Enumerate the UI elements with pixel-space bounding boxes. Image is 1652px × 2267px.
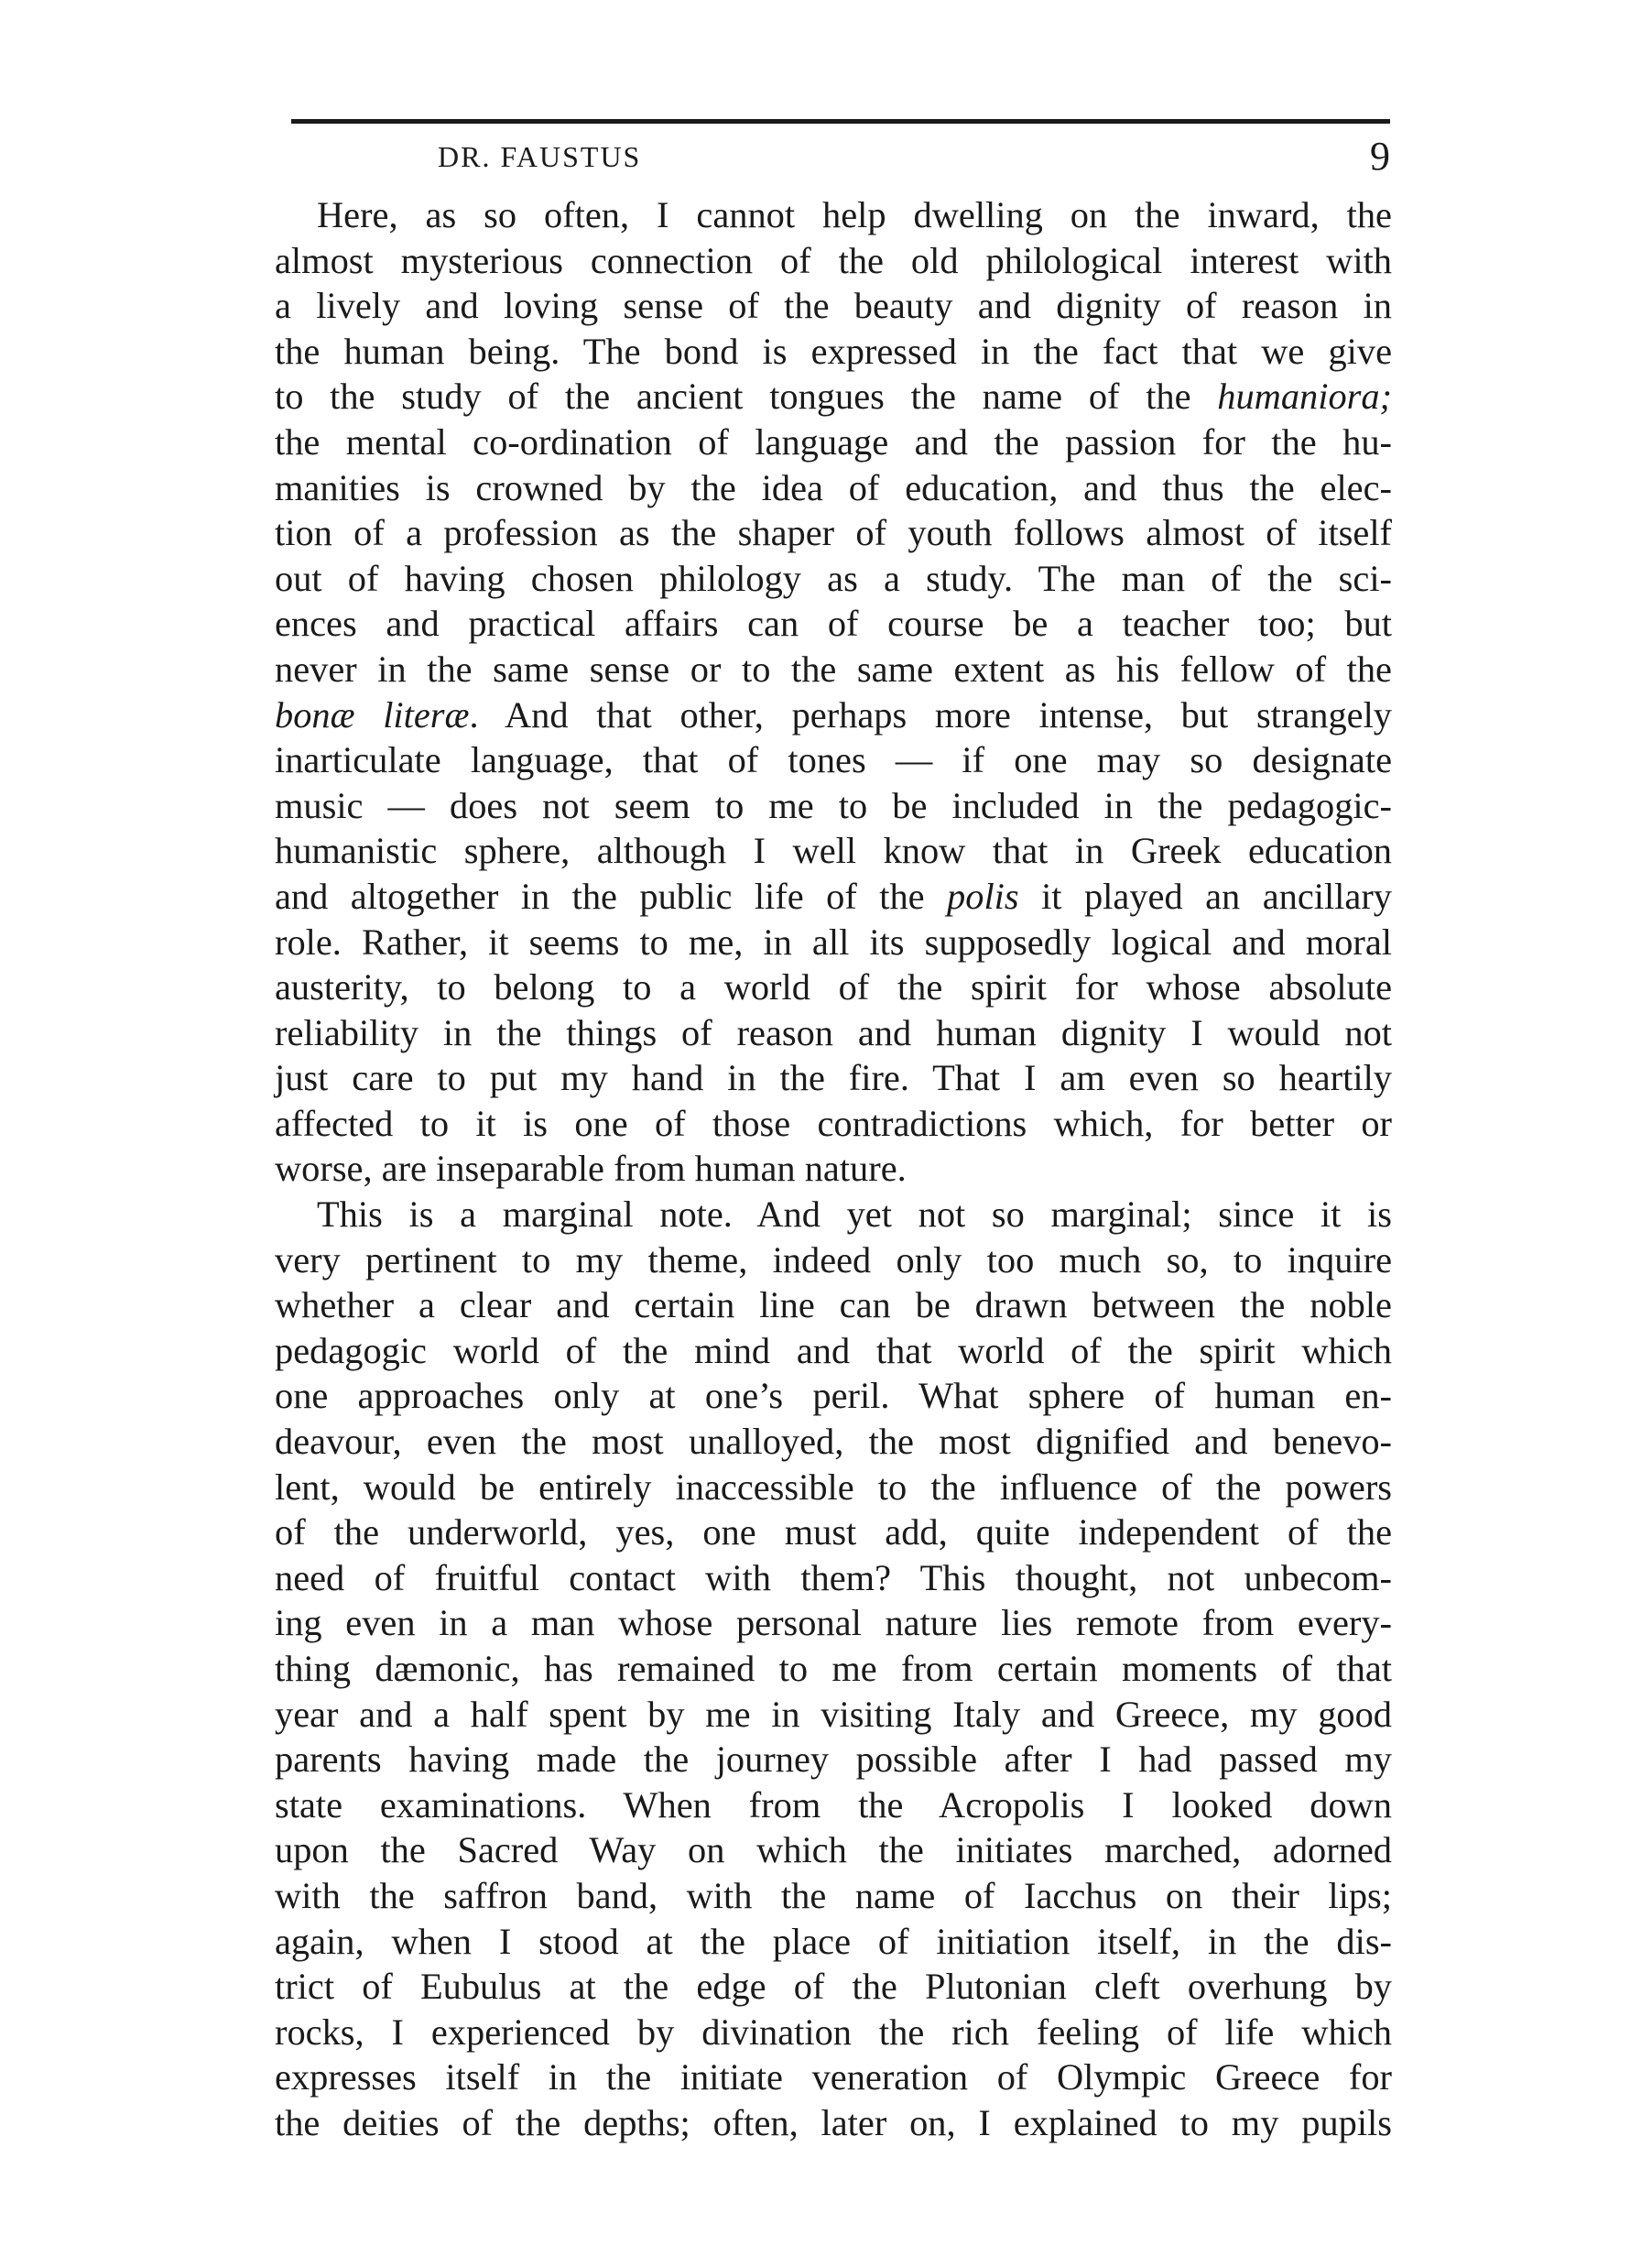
text-line: expresses itself in the initiate veneration of Olympic Greece for (275, 2056, 1392, 2098)
text-line: ing even in a man whose personal nature lies remote from every- (275, 1602, 1392, 1644)
text-line: trict of Eubulus at the edge of the Plutonian cleft overhung by (275, 1966, 1392, 2008)
text-line: reliability in the things of reason and human dignity I would not (275, 1011, 1392, 1053)
text-line: inarticulate language, that of tones — if one may so designate (275, 739, 1392, 781)
text-line: manities is crowned by the idea of education, and thus the elec- (275, 466, 1392, 508)
text-line: deavour, even the most unalloyed, the most dignified and benevo- (275, 1421, 1392, 1463)
text-line: out of having chosen philology as a study. The man of the sci- (275, 557, 1392, 599)
text-line: humanistic sphere, although I well know that in Greek education (275, 830, 1392, 872)
italic-term: polis (947, 875, 1019, 917)
text-line: almost mysterious connection of the old philological interest with (275, 239, 1392, 281)
italic-term: humaniora; (1217, 376, 1392, 418)
text-line: lent, would be entirely inaccessible to the influence of the powers (275, 1466, 1392, 1508)
text-line: very pertinent to my theme, indeed only too much so, to inquire (275, 1238, 1392, 1281)
text-line: state examinations. When from the Acropolis I looked down (275, 1783, 1392, 1826)
text-line: ences and practical affairs can of course be a teacher too; but (275, 603, 1392, 645)
text-line: worse, are inseparable from human nature. (275, 1148, 907, 1190)
text-line: a lively and loving sense of the beauty and dignity of reason in (275, 285, 1392, 327)
text-line: parents having made the journey possible after I had passed my (275, 1738, 1392, 1781)
text-line: year and a half spent by me in visiting Italy and Greece, my good (275, 1693, 1392, 1735)
text-line: the deities of the depths; often, later on, I explained to my pupils (275, 2101, 1392, 2143)
text-line: whether a clear and certain line can be drawn between the noble (275, 1284, 1392, 1326)
text-line: the human being. The bond is expressed in the fact that we give (275, 330, 1392, 372)
page-number: 9 (1370, 134, 1390, 179)
text-line: Here, as so often, I cannot help dwelling on the inward, the (317, 194, 1392, 235)
body-text (275, 192, 1392, 2146)
text-line: tion of a profession as the shaper of youth follows almost of itself (275, 512, 1392, 554)
text-line: pedagogic world of the mind and that world of the spirit which (275, 1329, 1392, 1371)
text-line: to the study of the ancient tongues the name of the humaniora; (275, 376, 1392, 418)
text-line: never in the same sense or to the same extent as his fellow of the (275, 648, 1392, 690)
text-line: austerity, to belong to a world of the spirit for whose absolute (275, 966, 1392, 1008)
text-line: need of fruitful contact with them? This thought, not unbecom- (275, 1556, 1392, 1598)
text-line: with the saffron band, with the name of Iacchus on their lips; (275, 1874, 1392, 1916)
text-line: affected to it is one of those contradictions which, for better or (275, 1102, 1392, 1144)
text-line: upon the Sacred Way on which the initiates marched, adorned (275, 1829, 1392, 1871)
text-line: This is a marginal note. And yet not so marginal; since it is (317, 1193, 1392, 1236)
text-line: the mental co-ordination of language and the passion for the hu- (275, 420, 1392, 463)
running-head (291, 133, 1390, 184)
text-line: and altogether in the public life of the polis it played an ancillary (275, 875, 1392, 917)
text-line: again, when I stood at the place of initiation itself, in the dis- (275, 1920, 1392, 1962)
text-line: rocks, I experienced by divination the rich feeling of life which (275, 2011, 1392, 2053)
text-line: bonæ literæ. And that other, perhaps more intense, but strangely (275, 693, 1392, 736)
text-line: thing dæmonic, has remained to me from certain moments of that (275, 1648, 1392, 1689)
running-title: DR. FAUSTUS (438, 140, 642, 173)
text-line: one approaches only at one’s peril. What sphere of human en- (275, 1375, 1392, 1417)
header-rule (291, 119, 1390, 124)
text-line: of the underworld, yes, one must add, quite independent of the (275, 1511, 1392, 1553)
italic-term: bonæ literæ (275, 693, 470, 736)
text-line: role. Rather, it seems to me, in all its supposedly logical and moral (275, 921, 1392, 963)
text-line: just care to put my hand in the fire. That I am even so heartily (275, 1057, 1392, 1099)
text-line: music — does not seem to me to be included in the pedagogic- (275, 784, 1392, 826)
